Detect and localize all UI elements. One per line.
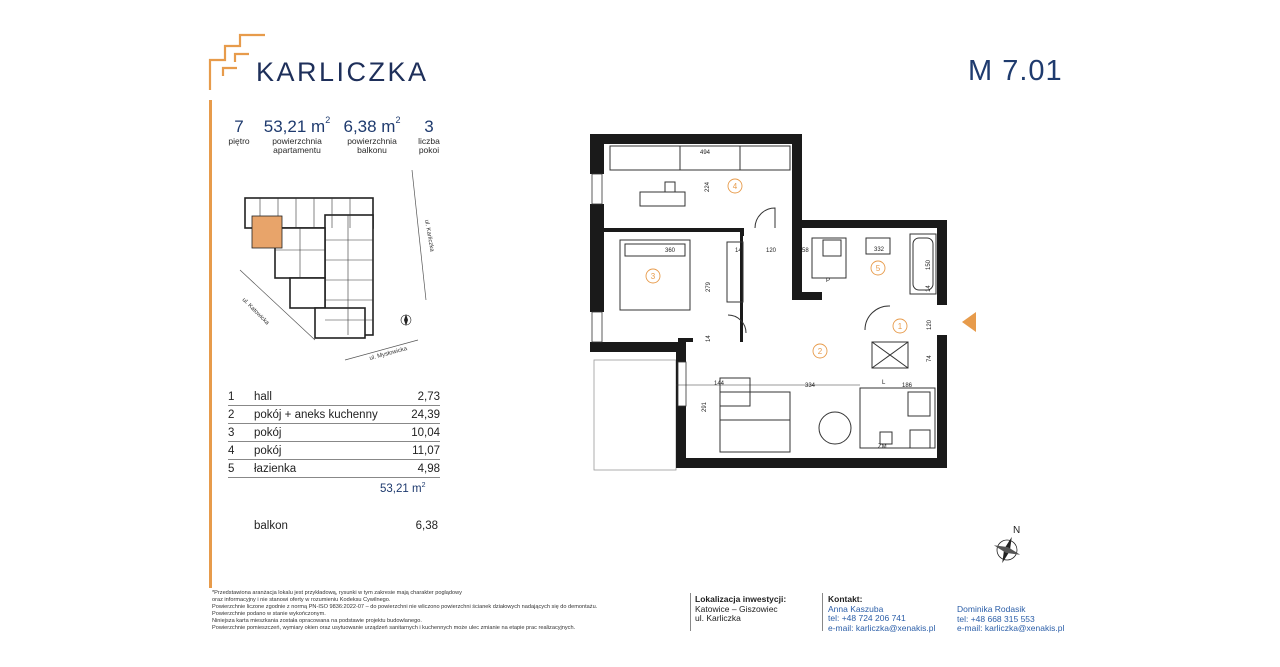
contact-email[interactable]: e-mail: karliczka@xenakis.pl xyxy=(828,622,936,633)
table-row xyxy=(228,388,440,406)
dim-label: 120 xyxy=(927,319,933,330)
dim-label: 186 xyxy=(902,383,913,389)
stat-floor-value: 7 xyxy=(234,117,244,136)
contact-name: Dominika Rodasik xyxy=(957,604,1026,614)
stat-balcony-label1: powierzchnia xyxy=(347,136,397,146)
brand-name: KARLICZKA xyxy=(256,57,429,87)
contact-block-2 xyxy=(957,605,1064,634)
room-area: 11,07 xyxy=(412,444,440,457)
balcony-area xyxy=(594,360,676,470)
stat-rooms-label1: liczba xyxy=(418,136,440,146)
street-label-karliczka: ul. Karliczka xyxy=(423,219,435,253)
dim-label: 494 xyxy=(700,150,711,156)
contact-block-1 xyxy=(828,595,935,633)
dim-label: 360 xyxy=(665,248,676,254)
dim-label: 74 xyxy=(927,355,933,362)
location-heading: Lokalizacja inwestycji: xyxy=(695,594,787,604)
stat-balcony xyxy=(338,117,406,155)
footnote-line: Powierzchnie pomieszczeń, wymiary okien oraz usytuowanie urządzeń sanitarnych i kuchennych może ulec zmianie na etapie prac realizacyjnych. xyxy=(212,625,576,632)
room-number-1: 1 xyxy=(897,322,903,331)
room-name: pokój xyxy=(254,426,282,439)
room-name: łazienka xyxy=(254,462,297,475)
balcony-value: 6,38 xyxy=(415,520,438,532)
room-area: 24,39 xyxy=(411,408,440,421)
fixture-label: P xyxy=(826,278,831,284)
floor-plan xyxy=(580,130,980,475)
location-line: Katowice – Giszowiec xyxy=(695,603,778,614)
room-area: 4,98 xyxy=(417,462,440,475)
street-label-katowicka: ul. Katowicka xyxy=(240,297,270,327)
room-number: 1 xyxy=(228,390,235,403)
stat-area-value: 53,21 m xyxy=(263,117,326,136)
table-row xyxy=(228,460,440,478)
stat-balcony-sup: 2 xyxy=(395,115,401,125)
table-row xyxy=(228,442,440,460)
contact-email[interactable]: e-mail: karliczka@xenakis.pl xyxy=(957,623,1065,634)
stat-floor-label: piętro xyxy=(228,136,250,146)
entrance-arrow-icon xyxy=(962,312,976,332)
footnote-line: Powierzchnie liczone zgodnie z normą PN-ISO 9836:2022-07 – do powierzchni nie wliczono powierzchni ścianek działowych nadających się do demontażu. xyxy=(212,604,598,611)
footnote-line: oraz informacyjny i nie stanowi oferty w rozumieniu Kodeksu Cywilnego. xyxy=(212,597,391,604)
room-name: pokój + aneks kuchenny xyxy=(254,408,378,421)
table-row xyxy=(228,424,440,442)
footnote-line: *Przedstawiona aranżacja lokalu jest przykładową, rysunki w tym zakresie mają charakter poglądowy xyxy=(212,590,462,596)
fixture-label: ZM xyxy=(878,444,887,450)
dim-label: 150 xyxy=(926,259,932,270)
stat-area-label2: apartamentu xyxy=(273,145,321,155)
dim-label: 14 xyxy=(735,248,742,254)
stat-balcony-label2: balkonu xyxy=(357,145,387,155)
fixture-label: L xyxy=(882,380,886,386)
unit-code: M 7.01 xyxy=(968,55,1063,87)
rooms-table xyxy=(228,388,440,478)
room-number: 3 xyxy=(228,426,235,439)
dim-label: 144 xyxy=(714,381,725,387)
footnotes xyxy=(212,590,682,633)
room-number: 4 xyxy=(228,444,235,457)
site-plan xyxy=(230,160,440,370)
room-area: 10,04 xyxy=(411,426,440,439)
stat-rooms-value: 3 xyxy=(424,117,434,136)
room-name: pokój xyxy=(254,444,282,457)
accent-divider xyxy=(209,100,212,588)
stat-area-label1: powierzchnia xyxy=(272,136,322,146)
balcony-label: balkon xyxy=(254,520,288,532)
footnote-line: Niniejsza karta mieszkania została opracowana na podstawie projektu budowlanego. xyxy=(212,618,422,625)
dim-label: 334 xyxy=(805,383,816,389)
dim-label: 332 xyxy=(874,247,885,253)
room-number-5: 5 xyxy=(875,264,881,273)
contact-phone[interactable]: tel: +48 668 315 553 xyxy=(957,613,1035,624)
street-label-myslowicka: ul. Mysłowicka xyxy=(368,346,408,362)
site-compass-icon xyxy=(401,314,411,326)
north-compass-icon xyxy=(985,520,1035,570)
highlighted-unit xyxy=(252,216,282,248)
dim-label: 279 xyxy=(706,281,712,292)
contact-name: Anna Kaszuba xyxy=(828,603,884,614)
stat-rooms-label2: pokoi xyxy=(418,145,440,155)
dim-label: 291 xyxy=(702,401,708,412)
room-number-2: 2 xyxy=(817,347,823,356)
footer-divider xyxy=(822,593,823,631)
dim-label: 58 xyxy=(802,248,809,254)
compass-label: N xyxy=(1013,525,1021,536)
stat-balcony-value: 6,38 m xyxy=(343,117,396,136)
room-name: hall xyxy=(254,390,272,403)
stat-floor xyxy=(222,117,256,146)
rooms-total xyxy=(380,482,425,495)
room-number: 2 xyxy=(228,408,235,421)
dim-label: 120 xyxy=(766,248,777,254)
room-area: 2,73 xyxy=(417,390,440,403)
location-block xyxy=(695,595,786,624)
room-number-3: 3 xyxy=(650,272,656,281)
rooms-total-sup: 2 xyxy=(421,482,426,489)
location-line: ul. Karliczka xyxy=(695,613,741,624)
footer-divider xyxy=(690,593,691,631)
table-row xyxy=(228,406,440,424)
dim-label: 14 xyxy=(706,335,712,342)
room-number-4: 4 xyxy=(732,182,738,191)
stat-rooms-count xyxy=(412,117,446,155)
stat-area xyxy=(262,117,332,155)
footnote-line: Powierzchnie podano w stanie wykończonym. xyxy=(212,611,326,618)
contact-heading: Kontakt: xyxy=(828,594,863,604)
room-number: 5 xyxy=(228,462,235,475)
stat-area-sup: 2 xyxy=(325,115,331,125)
dim-label: 224 xyxy=(705,181,711,192)
contact-phone[interactable]: tel: +48 724 206 741 xyxy=(828,613,906,624)
dim-label: 14 xyxy=(926,285,932,292)
rooms-total-value: 53,21 m xyxy=(380,482,422,495)
